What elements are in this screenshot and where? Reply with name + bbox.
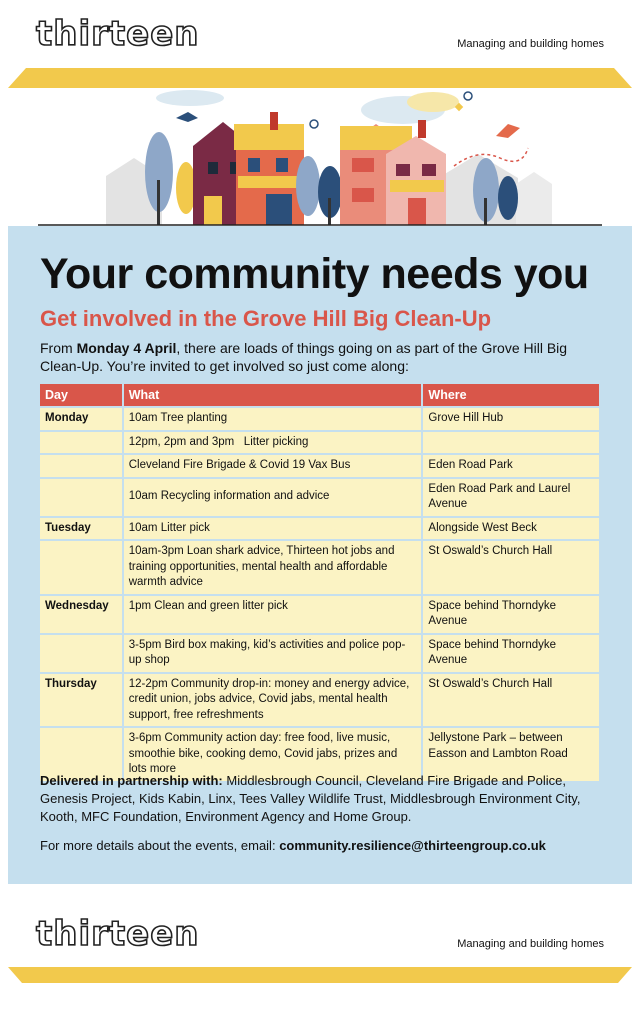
intro-before: From <box>40 340 77 356</box>
intro-date: Monday 4 April <box>76 340 177 356</box>
header-day: Day <box>40 384 123 407</box>
thirteen-logo[interactable]: thirteen <box>36 14 200 54</box>
cell-what: 12-2pm Community drop-in: money and energy advice, credit union, jobs advice, Covid jabs, mental health support, free refreshments <box>123 673 423 728</box>
table-row <box>40 454 600 478</box>
cell-what: 10am Recycling information and advice <box>123 478 423 517</box>
cell-what: 10am Tree planting <box>123 407 423 431</box>
contact-text <box>40 838 606 853</box>
contact-label: For more details about the events, email: <box>40 838 280 853</box>
intro-after: , there are loads of things going on as part of the Grove Hill Big Clean-Up. You’re invited to get involved so just come along: <box>40 340 568 374</box>
cell-day <box>40 454 123 478</box>
cell-where: Space behind Thorndyke Avenue <box>422 634 600 673</box>
cell-where: Alongside West Beck <box>422 517 600 541</box>
table-row <box>40 673 600 728</box>
cell-day: Monday <box>40 407 123 431</box>
tagline-footer: Managing and building homes <box>457 938 604 950</box>
events-table <box>40 384 601 781</box>
cell-day <box>40 431 123 455</box>
subheadline: Get involved in the Grove Hill Big Clean-Up <box>40 306 492 331</box>
cell-what: 12pm, 2pm and 3pm Litter picking <box>123 431 423 455</box>
cell-day: Tuesday <box>40 517 123 541</box>
content-panel <box>8 226 632 884</box>
cell-what: Cleveland Fire Brigade & Covid 19 Vax Bus <box>123 454 423 478</box>
houses-illustration <box>8 88 632 226</box>
table-row <box>40 634 600 673</box>
cell-what: 10am-3pm Loan shark advice, Thirteen hot jobs and training opportunities, mental health and affordable warmth advice <box>123 540 423 595</box>
table-row <box>40 478 600 517</box>
cell-where: Space behind Thorndyke Avenue <box>422 595 600 634</box>
cell-where: Eden Road Park and Laurel Avenue <box>422 478 600 517</box>
table-row <box>40 407 600 431</box>
cell-what: 1pm Clean and green litter pick <box>123 595 423 634</box>
table-row <box>40 540 600 595</box>
cell-what: 10am Litter pick <box>123 517 423 541</box>
thirteen-logo-footer[interactable]: thirteen <box>36 914 200 954</box>
partners-label: Delivered in partnership with: <box>40 773 223 788</box>
yellow-band <box>8 68 632 88</box>
table-row <box>40 517 600 541</box>
contact-email-link[interactable]: community.resilience@thirteengroup.co.uk <box>279 838 546 853</box>
cell-day <box>40 540 123 595</box>
table-row <box>40 595 600 634</box>
table-header-row <box>40 384 600 407</box>
cell-where: St Oswald’s Church Hall <box>422 673 600 728</box>
cell-day <box>40 634 123 673</box>
cell-where <box>422 431 600 455</box>
cell-day: Wednesday <box>40 595 123 634</box>
header-what: What <box>123 384 423 407</box>
footer-yellow-band <box>8 967 632 983</box>
cell-where: Grove Hill Hub <box>422 407 600 431</box>
footer <box>8 900 632 970</box>
cell-where: Jellystone Park – between Easson and Lambton Road <box>422 727 600 781</box>
table-row <box>40 431 600 455</box>
partners-list: Middlesbrough Council, Cleveland Fire Brigade and Police, Genesis Project, Kids Kabin, Linx, Tees Valley Wildlife Trust, Middlesbrough Environment City, Kooth, MFC Foundation, Environment Agency and Home Group. <box>40 773 581 824</box>
intro-text <box>40 339 606 375</box>
header-where: Where <box>422 384 600 407</box>
cell-what: 3-5pm Bird box making, kid’s activities and police pop-up shop <box>123 634 423 673</box>
headline: Your community needs you <box>40 250 589 298</box>
cell-day: Thursday <box>40 673 123 728</box>
cell-where: Eden Road Park <box>422 454 600 478</box>
partners-text <box>40 772 606 826</box>
cell-day <box>40 478 123 517</box>
tagline: Managing and building homes <box>457 38 604 50</box>
top-header <box>8 0 632 70</box>
cell-what: 3-6pm Community action day: free food, live music, smoothie bike, cooking demo, Covid jabs, prizes and lots more <box>123 727 423 781</box>
cell-where: St Oswald’s Church Hall <box>422 540 600 595</box>
